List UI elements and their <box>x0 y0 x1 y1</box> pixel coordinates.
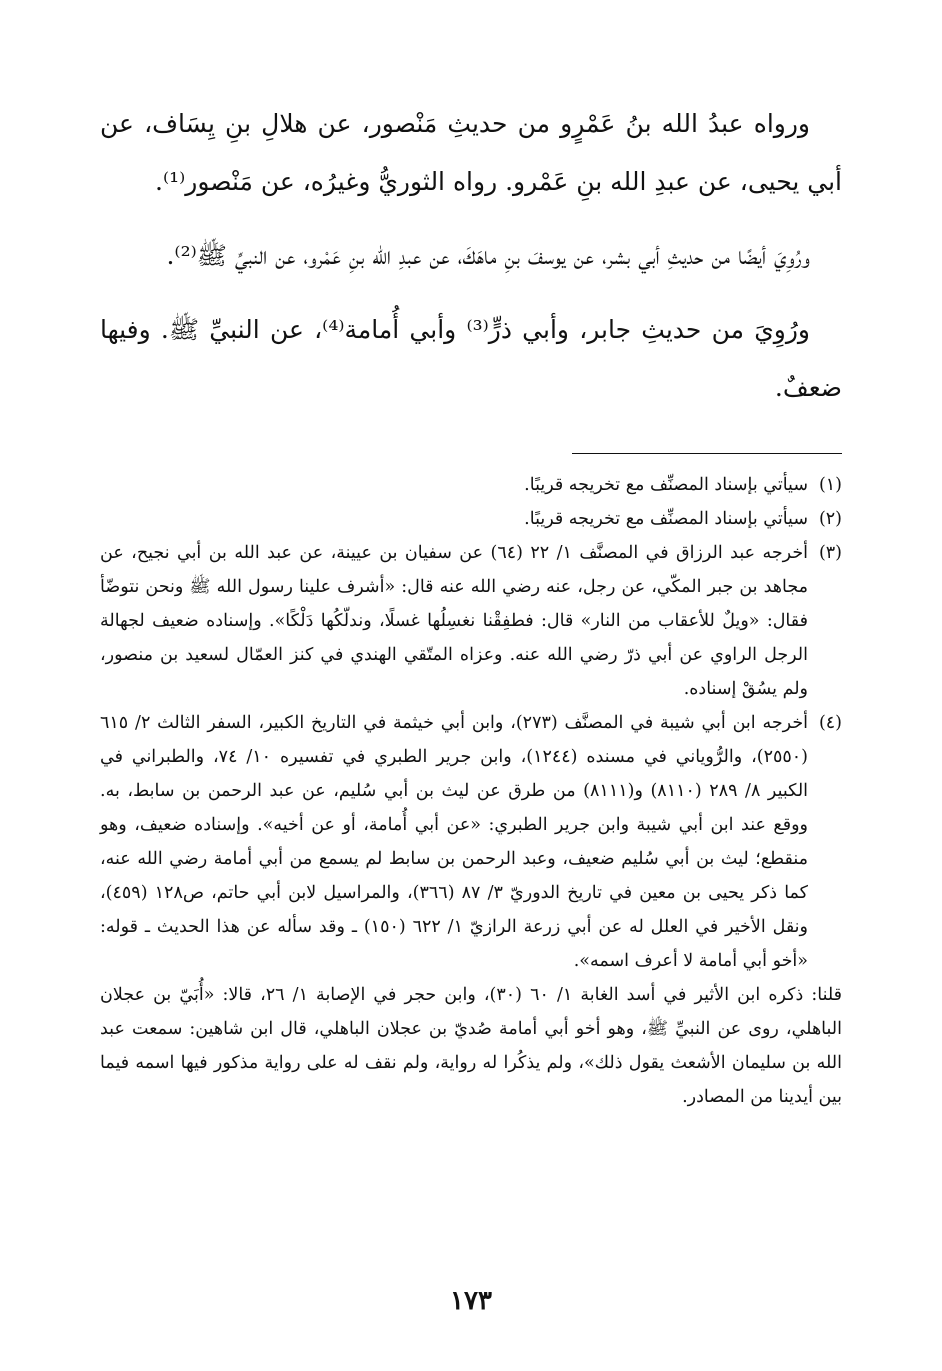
footnote-1 <box>100 468 842 502</box>
footnote-number: (٣) <box>818 543 842 563</box>
footnote-text: أخرجه ابن أبي شيبة في المصنَّف (٢٧٣)، وابن أبي خيثمة في التاريخ الكبير، السفر الثالث ٢/ ٦١٥ (٢٥٥٠)، والرُّوياني في مسنده (١٢٤٤)، وابن جرير الطبري في تفسيره ١٠/ ٧٤، والطبراني في الكبير ٨/ ٢٨٩ (٨١١٠) و(٨١١١) من طرق عن ليث بن أبي سُليم، عن عبد الرحمن بن سابط، به. ووقع عند ابن أبي شيبة وابن جرير الطبري: «عن أبي أُمامة، أو عن أخيه». وإسناده ضعيف، وهو منقطع؛ ليث بن أبي سُليم ضعيف، وعبد الرحمن بن سابط لم يسمع من أبي أمامة رضي الله عنه، كما ذكر يحيى بن معين في تاريخ الدوريّ ٣/ ٨٧ (٣٦٦)، والمراسيل لابن أبي حاتم، ص١٢٨ (٤٥٩)، ونقل الأخير في العلل له عن أبي زرعة الرازيّ ١/ ٦٢٢ (١٥٠) ـ وقد سأله عن هذا الحديث ـ قوله: «أخو أبي أمامة لا أعرف اسمه». <box>100 713 809 971</box>
footnote-number: (٤) <box>818 713 842 733</box>
footnote-number: (٢) <box>818 509 842 529</box>
footnote-number: (١) <box>818 475 842 495</box>
main-paragraph-1: ورواه عبدُ الله بنُ عَمْرٍو من حديثِ مَنْصور، عن هلالِ بنِ يِسَاف، عن أبي يحيى، عن عبدِ الله بنِ عَمْرو. رواه الثوريُّ وغيرُه، عن مَنْصور⁽¹⁾. <box>100 109 842 196</box>
main-paragraph-3: ورُوِيَ من حديثِ جابر، وأبي ذرٍّ⁽³⁾ وأبي أُمامة⁽⁴⁾، عن النبيِّ ﷺ. وفيها ضعفٌ. <box>100 315 842 402</box>
footnote-3 <box>100 536 842 706</box>
footnote-text: قلنا: ذكره ابن الأثير في أسد الغابة ١/ ٦٠ (٣٠)، وابن حجر في الإصابة ١/ ٢٦، قالا: «أُبَيّ بن عجلان الباهلي، روى عن النبيِّ ﷺ، وهو أخو أبي أمامة صُديّ بن عجلان الباهلي، قال ابن شاهين: سمعت عبد الله بن سليمان الأشعث يقول ذلك»، ولم يذكُرا له رواية، ولم نقف له على رواية مذكور فيها اسمه فيما بين أيدينا من المصادر. <box>100 985 843 1107</box>
footnote-text: أخرجه عبد الرزاق في المصنَّف ١/ ٢٢ (٦٤) عن سفيان بن عيينة، عن عبد الله بن أبي نجيح، عن مجاهد بن جبر المكّي، عن رجل، عنه رضي الله عنه قال: «أشرف علينا رسول الله ﷺ ونحن نتوضّأ فقال: «ويلٌ للأعقاب من النار» قال: فطفِقْنا نغسِلُها غسلًا، وندلّكُها دَلْكًا». وإسناده ضعيف لجهالة الرجل الراوي عن أبي ذرّ رضي الله عنه. وعزاه المتّقي الهندي في كنز العمّال لسعيد بن منصور، ولم يسُقْ إسناده. <box>100 543 809 699</box>
main-text <box>100 95 842 417</box>
page-number: ١٧٣ <box>450 1286 492 1316</box>
footnotes <box>100 468 842 1114</box>
footnote-2 <box>100 502 842 536</box>
footnote-text: سيأتي بإسناد المصنِّف مع تخريجه قريبًا. <box>524 509 808 529</box>
footnote-divider <box>572 453 842 454</box>
footnote-4 <box>100 706 842 978</box>
footnote-4-continuation <box>100 978 842 1114</box>
footnote-text: سيأتي بإسناد المصنِّف مع تخريجه قريبًا. <box>524 475 808 495</box>
main-paragraph-2: ورُوِيَ أيضًا من حديثِ أبي بشر، عن يوسفَ بنِ ماهَكَ، عن عبدِ الله بنِ عَمْرو، عن النبيِّ ﷺ⁽²⁾. <box>166 241 810 270</box>
